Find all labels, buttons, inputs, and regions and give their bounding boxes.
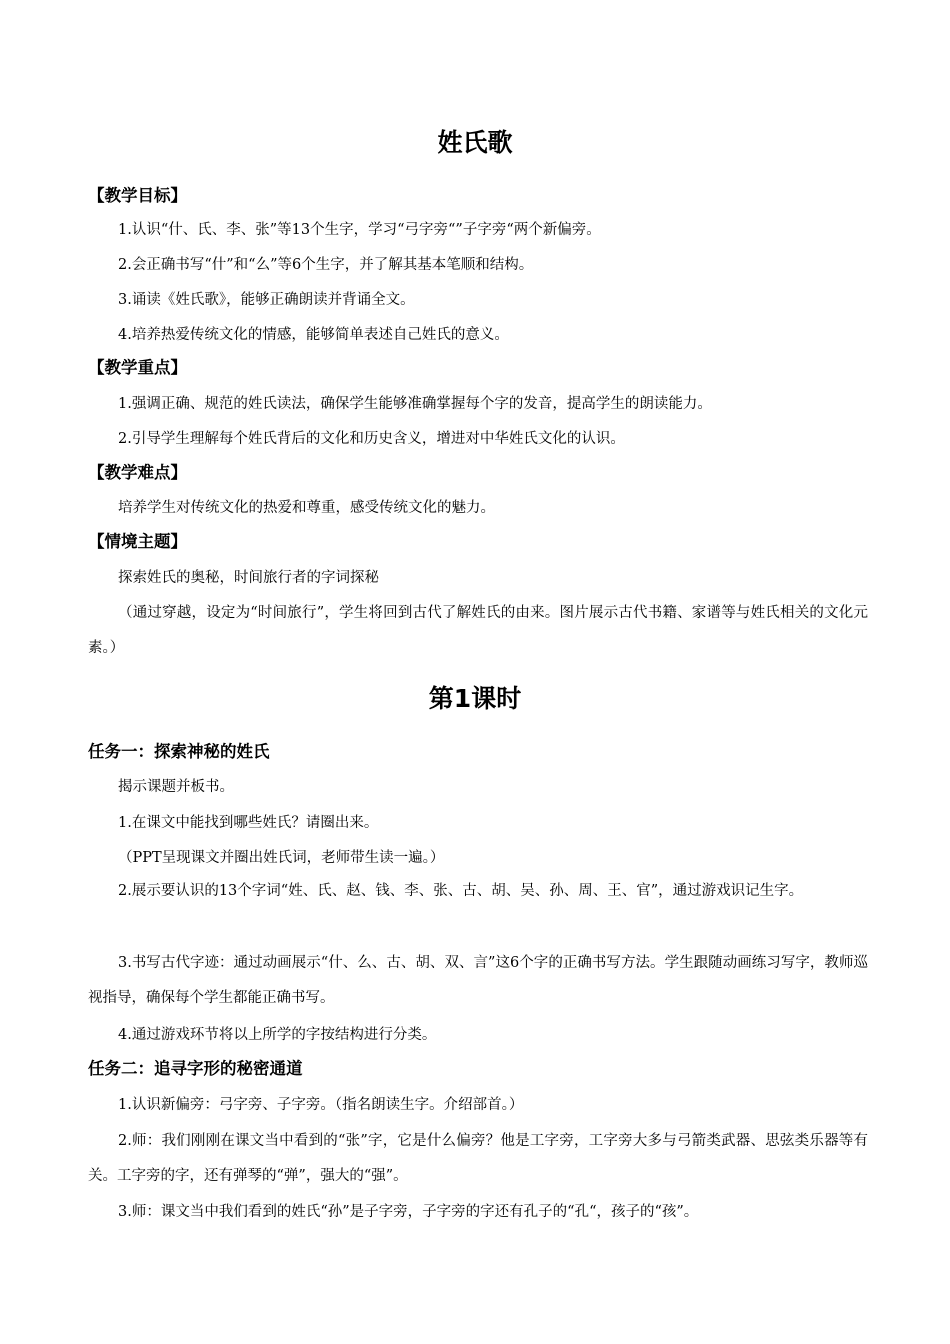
task-item: 揭示课题并板书。	[118, 779, 234, 795]
task-item: （PPT呈现课文并圈出姓氏词，老师带生读一遍。）	[118, 850, 445, 866]
section-heading-key-points: 【教学重点】	[88, 358, 187, 377]
lesson-title: 第1课时	[428, 684, 522, 713]
objective-item: 1.认识“什、氏、李、张”等13个生字，学习“弓字旁“”子字旁“两个新偏旁。	[118, 222, 601, 238]
section-heading-difficulties: 【教学难点】	[88, 463, 187, 482]
objective-item: 2.会正确书写“什”和“么”等6个生字，并了解其基本笔顺和结构。	[118, 257, 534, 273]
task-item: 1.认识新偏旁：弓字旁、子字旁。（指名朗读生字。介绍部首。）	[118, 1097, 524, 1113]
document-title: 姓氏歌	[437, 128, 513, 157]
task-item: 3.书写古代字迹：通过动画展示“什、么、古、胡、双、言”这6个字的正确书写方法。学生跟随动画练习写字，教师巡视指导，确保每个学生都能正确书写。	[88, 955, 868, 1006]
task-heading: 任务二：追寻字形的秘密通道	[88, 1059, 303, 1078]
task-item: 2.展示要认识的13个字词“姓、氏、赵、钱、李、张、古、胡、吴、孙、周、王、官”，通过游戏识记生字。	[118, 883, 804, 899]
objective-item: 3.诵读《姓氏歌》，能够正确朗读并背诵全文。	[118, 292, 415, 308]
task-item: 1.在课文中能找到哪些姓氏？请圈出来。	[118, 815, 379, 831]
section-heading-objectives: 【教学目标】	[88, 186, 187, 205]
key-point-item: 2.引导学生理解每个姓氏背后的文化和历史含义，增进对中华姓氏文化的认识。	[118, 431, 625, 447]
task-item: 4.通过游戏环节将以上所学的字按结构进行分类。	[118, 1027, 437, 1043]
task-item: 3.师：课文当中我们看到的姓氏“孙”是子字旁，子字旁的字还有孔子的“孔“，孩子的“孩”。	[118, 1204, 699, 1220]
section-heading-theme: 【情境主题】	[88, 532, 187, 551]
difficulty-item: 培养学生对传统文化的热爱和尊重，感受传统文化的魅力。	[118, 500, 495, 516]
task-heading: 任务一：探索神秘的姓氏	[88, 742, 270, 761]
theme-item: （通过穿越，设定为“时间旅行”，学生将回到古代了解姓氏的由来。图片展示古代书籍、家谱等与姓氏相关的文化元素。）	[88, 605, 868, 656]
objective-item: 4.培养热爱传统文化的情感，能够简单表述自己姓氏的意义。	[118, 327, 509, 343]
theme-item: 探索姓氏的奥秘，时间旅行者的字词探秘	[118, 570, 379, 586]
task-item: 2.师：我们刚刚在课文当中看到的“张”字，它是什么偏旁？他是工字旁，工字旁大多与弓箭类武器、思弦类乐器等有关。工字旁的字，还有弹琴的“弹”，强大的“强”。	[88, 1133, 868, 1184]
key-point-item: 1.强调正确、规范的姓氏读法，确保学生能够准确掌握每个字的发音，提高学生的朗读能力。	[118, 396, 712, 412]
